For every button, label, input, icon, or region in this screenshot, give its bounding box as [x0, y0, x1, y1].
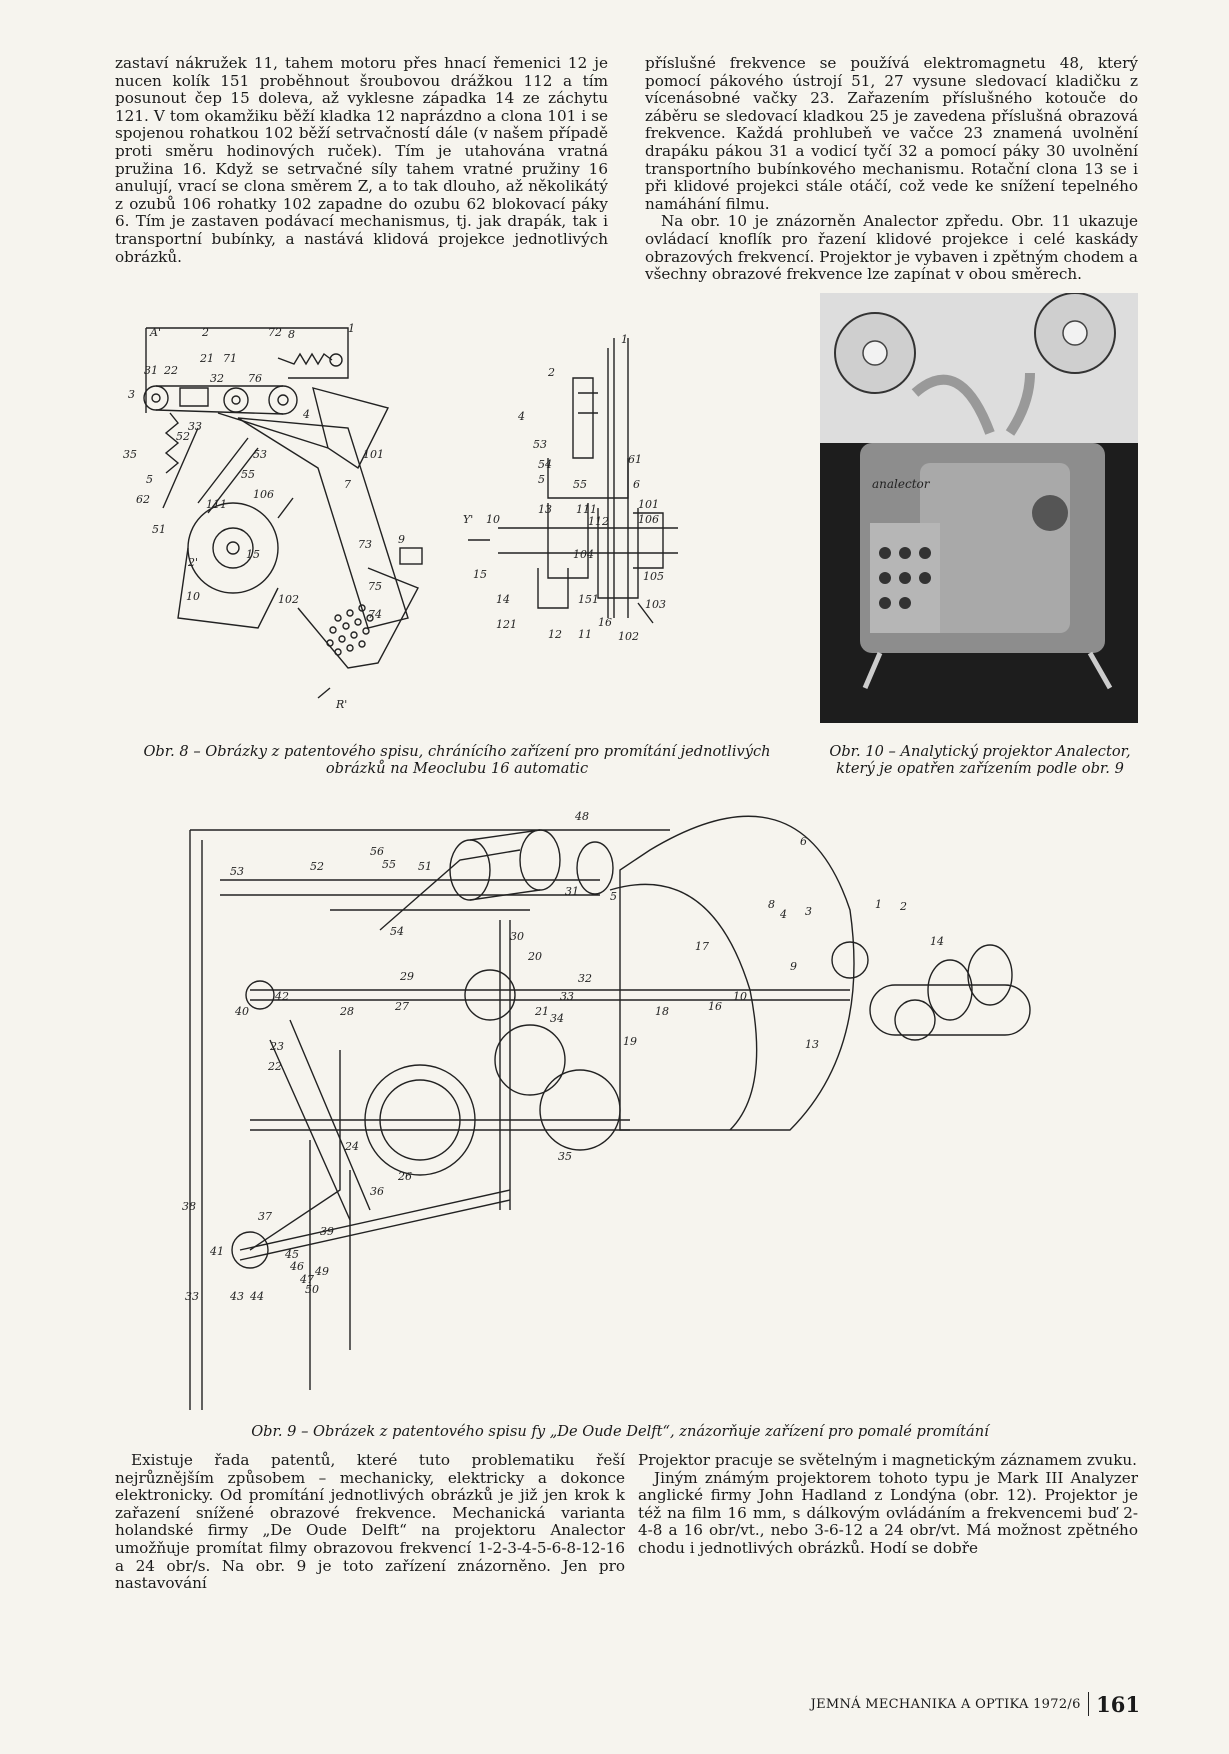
svg-text:52: 52 [176, 430, 190, 443]
svg-text:56: 56 [370, 845, 384, 858]
svg-text:102: 102 [278, 593, 299, 606]
svg-text:106: 106 [638, 513, 659, 526]
svg-text:44: 44 [250, 1290, 264, 1303]
svg-text:41: 41 [210, 1245, 224, 1258]
svg-text:19: 19 [623, 1035, 637, 1048]
svg-text:5: 5 [146, 473, 153, 486]
svg-text:34: 34 [550, 1012, 564, 1025]
svg-text:42: 42 [275, 990, 289, 1003]
svg-text:53: 53 [533, 438, 547, 451]
svg-text:15: 15 [246, 548, 260, 561]
fig8-left-mechanism [144, 328, 422, 698]
svg-text:16: 16 [598, 616, 612, 629]
svg-text:17: 17 [695, 940, 709, 953]
text-column-bottom-right [638, 1452, 1138, 1558]
svg-text:22: 22 [268, 1060, 282, 1073]
svg-text:6: 6 [633, 478, 640, 491]
svg-text:73: 73 [358, 538, 372, 551]
svg-text:48: 48 [575, 810, 589, 823]
svg-text:40: 40 [235, 1005, 249, 1018]
svg-text:Y': Y' [463, 513, 474, 526]
svg-text:26: 26 [398, 1170, 412, 1183]
svg-text:33: 33 [560, 990, 574, 1003]
svg-text:105: 105 [643, 570, 664, 583]
svg-text:72: 72 [268, 326, 282, 339]
svg-text:46: 46 [290, 1260, 304, 1273]
text-column-top-right [645, 55, 1138, 284]
fig10-brand-label: analector [872, 477, 930, 491]
svg-text:52: 52 [310, 860, 324, 873]
svg-text:104: 104 [573, 548, 594, 561]
svg-text:29: 29 [400, 970, 414, 983]
svg-text:103: 103 [645, 598, 666, 611]
figure-10-projector-photo [820, 293, 1138, 723]
svg-text:12: 12 [548, 628, 562, 641]
svg-text:54: 54 [390, 925, 404, 938]
svg-text:106: 106 [253, 488, 274, 501]
svg-text:2: 2 [900, 900, 907, 913]
svg-text:37: 37 [258, 1210, 272, 1223]
svg-text:16: 16 [708, 1000, 722, 1013]
footer-divider [1088, 1692, 1090, 1716]
svg-text:55: 55 [573, 478, 587, 491]
svg-text:101: 101 [638, 498, 659, 511]
svg-text:47: 47 [300, 1273, 314, 1286]
figure-9-caption: Obr. 9 – Obrázek z patentového spisu fy „De Oude Delft“, znázorňuje zařízení pro pomalé promítání [251, 1423, 989, 1440]
svg-text:R': R' [336, 698, 348, 711]
svg-text:30: 30 [510, 930, 524, 943]
svg-text:3: 3 [805, 905, 812, 918]
svg-text:10: 10 [186, 590, 200, 603]
svg-text:49: 49 [315, 1265, 329, 1278]
svg-text:1: 1 [875, 898, 882, 911]
svg-text:2: 2 [202, 326, 209, 339]
svg-text:27: 27 [395, 1000, 409, 1013]
svg-text:51: 51 [152, 523, 166, 536]
svg-text:4: 4 [518, 410, 525, 423]
svg-text:33: 33 [188, 420, 202, 433]
svg-text:75: 75 [368, 580, 382, 593]
svg-text:28: 28 [340, 1005, 354, 1018]
svg-text:33: 33 [185, 1290, 199, 1303]
paragraph: Projektor pracuje se světelným i magnetickým záznamem zvuku. [638, 1451, 1138, 1469]
svg-text:21: 21 [200, 352, 214, 365]
svg-text:55: 55 [382, 858, 396, 871]
svg-text:102: 102 [618, 630, 639, 643]
svg-text:35: 35 [558, 1150, 572, 1163]
figure-10-caption: Obr. 10 – Analytický projektor Analector, který je opatřen zařízením podle obr. 9 [829, 743, 1131, 777]
svg-text:6: 6 [800, 835, 807, 848]
svg-text:8: 8 [288, 328, 295, 341]
svg-text:71: 71 [223, 352, 237, 365]
svg-text:2': 2' [188, 556, 199, 569]
svg-text:36: 36 [370, 1185, 384, 1198]
svg-text:4: 4 [303, 408, 310, 421]
svg-text:23: 23 [270, 1040, 284, 1053]
svg-text:14: 14 [496, 593, 510, 606]
svg-text:4: 4 [780, 908, 787, 921]
svg-text:121: 121 [496, 618, 517, 631]
svg-text:51: 51 [418, 860, 432, 873]
svg-text:18: 18 [655, 1005, 669, 1018]
svg-text:14: 14 [930, 935, 944, 948]
svg-text:50: 50 [305, 1283, 319, 1296]
journal-name: JEMNÁ MECHANIKA A OPTIKA 1972/6 [810, 1696, 1081, 1712]
page-number: 161 [1096, 1691, 1140, 1717]
figure-8-caption: Obr. 8 – Obrázky z patentového spisu, chránícího zařízení pro promítání jednotlivých obrázků na Meoclubu 16 automatic [143, 743, 771, 777]
svg-text:7: 7 [344, 478, 351, 491]
svg-text:61: 61 [628, 453, 642, 466]
svg-text:38: 38 [182, 1200, 196, 1213]
svg-text:55: 55 [241, 468, 255, 481]
text-column-bottom-left [115, 1452, 625, 1593]
svg-text:32: 32 [210, 372, 224, 385]
svg-text:111: 111 [206, 498, 227, 511]
svg-text:10: 10 [733, 990, 747, 1003]
svg-text:53: 53 [230, 865, 244, 878]
paragraph: Na obr. 10 je znázorněn Analector zpředu. Obr. 11 ukazuje ovládací knoflík pro řazení klidové projekce i celé kaskády obrazových frekvencí. Projektor je vybaven i zpětným chodem a všechny obrazové frekvence lze zapínat v obou směrech. [645, 212, 1138, 284]
figure-8-patent-drawing [118, 318, 748, 723]
text-column-top-left [115, 55, 608, 266]
svg-text:10: 10 [486, 513, 500, 526]
page-footer [795, 1690, 1140, 1718]
paragraph: zastaví nákružek 11, tahem motoru přes hnací řemenici 12 je nucen kolík 151 proběhnout šroubovou drážkou 112 a tím posunout čep 15 doleva, až vyklesne západka 14 ze záchytu 121. V tom okamžiku běží kladka 12 naprázdno a clona 101 i se spojenou rohatkou 102 běží setrvačností dále (v našem případě proti směru hodinových ruček). Tím je utahována vratná pružina 16. Když se setrvačné síly tahem vratné pružiny 16 anulují, vrací se clona směrem Z, a to tak dlouho, až několikátý z ozubů 106 rohatky 102 zapadne do ozubu 62 blokovací páky 6. Tím je zastaven podávací mechanismus, tj. jak drapák, tak i transportní bubínky, a nastává klidová projekce jednotlivých obrázků. [115, 54, 608, 266]
svg-text:5: 5 [610, 890, 617, 903]
svg-text:9: 9 [790, 960, 797, 973]
svg-text:31: 31 [144, 364, 158, 377]
svg-text:13: 13 [538, 503, 552, 516]
paragraph: příslušné frekvence se používá elektromagnetu 48, který pomocí pákového ústrojí 51, 27 vysune sledovací kladičku z vícenásobné vačky 23. Zařazením příslušného kotouče do záběru se sledovací kladkou 25 je zavedena příslušná obrazová frekvence. Každá prohlubeň ve vačce 23 znamená uvolnění drapáku pákou 31 a vodicí tyčí 32 a pomocí páky 30 uvolnění transportního bubínkového mechanismu. Rotační clona 13 se i při klidové projekci stále otáčí, což vede ke snížení tepelného namáhání filmu. [645, 54, 1138, 213]
svg-text:3: 3 [128, 388, 135, 401]
svg-text:21: 21 [535, 1005, 549, 1018]
svg-text:45: 45 [285, 1248, 299, 1261]
svg-text:22: 22 [164, 364, 178, 377]
svg-text:101: 101 [363, 448, 384, 461]
svg-text:112: 112 [588, 515, 609, 528]
paragraph: Jiným známým projektorem tohoto typu je Mark III Analyzer anglické firmy John Hadland z Londýna (obr. 12). Projektor je též na film 16 mm, s dálkovým ovládáním a frekvencemi buď 2-4-8 a 16 obr/vt., nebo 3-6-12 a 24 obr/vt. Má možnost zpětného chodu i jednotlivých obrázků. Hodí se dobře [638, 1468, 1138, 1557]
svg-text:31: 31 [565, 885, 579, 898]
svg-text:15: 15 [473, 568, 487, 581]
svg-text:9: 9 [398, 533, 405, 546]
svg-text:32: 32 [578, 972, 592, 985]
svg-text:11: 11 [578, 628, 592, 641]
svg-text:5: 5 [538, 473, 545, 486]
svg-text:151: 151 [578, 593, 599, 606]
svg-text:54: 54 [538, 458, 552, 471]
svg-text:39: 39 [320, 1225, 334, 1238]
svg-text:62: 62 [136, 493, 150, 506]
paragraph: Existuje řada patentů, které tuto problematiku řeší nejrůznějším způsobem – mechanicky, elektricky a dokonce elektronicky. Od promítání jednotlivých obrázků je již jen krok k zařazení snížené obrazové frekvence. Mechanická varianta holandské firmy „De Oude Delft“ na projektoru Analector umožňuje promítat filmy obrazovou frekvencí 1-2-3-4-5-6-8-12-16 a 24 obr/s. Na obr. 9 je toto zařízení znázorněno. Jen pro nastavování [115, 1451, 625, 1593]
svg-text:53: 53 [253, 448, 267, 461]
figure-9-patent-drawing [150, 790, 1090, 1415]
svg-text:A': A' [150, 326, 161, 339]
svg-text:1: 1 [348, 322, 355, 335]
svg-text:1: 1 [621, 333, 628, 346]
svg-text:24: 24 [345, 1140, 359, 1153]
svg-text:8: 8 [768, 898, 775, 911]
svg-text:13: 13 [805, 1038, 819, 1051]
svg-text:20: 20 [528, 950, 542, 963]
svg-text:35: 35 [123, 448, 137, 461]
svg-text:76: 76 [248, 372, 262, 385]
svg-text:2: 2 [548, 366, 555, 379]
svg-text:74: 74 [368, 608, 382, 621]
svg-text:43: 43 [230, 1290, 244, 1303]
svg-text:111: 111 [576, 503, 597, 516]
